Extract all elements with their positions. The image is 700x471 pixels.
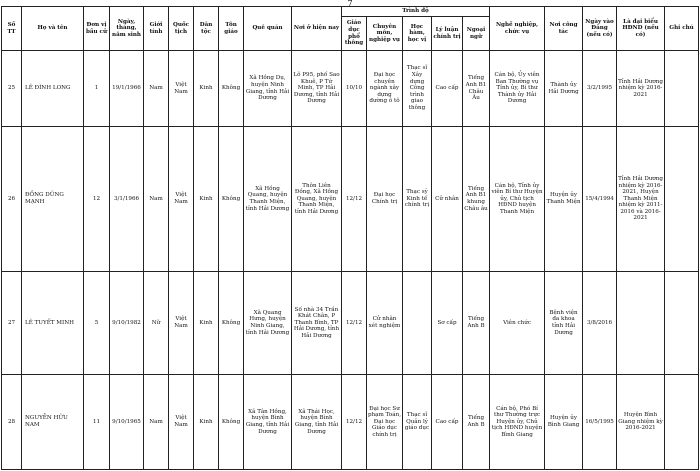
cell-dan-toc: Kinh [194,127,219,272]
cell-hoc-ham: Thạc sỹ Kinh tế chính trị [403,127,432,272]
cell-noi-o: Xã Thái Học, huyện Bình Giang, tỉnh Hải Dương [292,375,342,470]
cell-dai-bieu: Tỉnh Hải Dương nhiệm kỳ 2016-2021 [617,51,665,127]
cell-giao-duc: 12/12 [342,127,367,272]
header-noi-cong-tac: Nơi công tác [545,7,583,51]
cell-giao-duc: 10/10 [342,51,367,127]
cell-gioi-tinh: Nam [144,51,169,127]
cell-noi-o: Số nhà 34 Trần Khát Chân, P Thanh Bình, TP Hải Dương, tỉnh Hải Dương [292,272,342,375]
cell-so-tt: 27 [2,272,22,375]
cell-dai-bieu: Tỉnh Hải Dương nhiệm kỳ 2016-2021, Huyện Thanh Miện nhiệm kỳ 2011-2016 và 2016-2021 [617,127,665,272]
cell-que-quan: Xã Hồng Quang, huyện Thanh Miện, tỉnh Hải Dương [244,127,292,272]
header-nghe-nghiep: Nghề nghiệp, chức vụ [490,7,545,51]
cell-noi-cong-tac: Huyện ủy Thanh Miện [545,127,583,272]
cell-ly-luan: Cao cấp [432,375,463,470]
cell-noi-o: Thôn Liên Đồng, Xã Hồng Quang, huyện Thanh Miện, tỉnh Hải Dương [292,127,342,272]
cell-quoc-tich: Việt Nam [169,272,194,375]
cell-ngay-vao-dang: 3/2/1995 [583,51,617,127]
cell-ngay-vao-dang: 16/5/1995 [583,375,617,470]
table-row [2,375,699,470]
header-chuyen-mon: Chuyên môn, nghiệp vụ [367,17,403,51]
cell-ngay-sinh: 9/10/1982 [110,272,144,375]
cell-chuyen-mon: Đại học Chính trị [367,127,403,272]
header-gioi-tinh: Giới tính [144,7,169,51]
header-quoc-tich: Quốc tịch [169,7,194,51]
cell-chuyen-mon: Đại học Sư phạm Toán, Đại học Giáo dục chính trị [367,375,403,470]
cell-ghi-chu [665,272,699,375]
cell-ngay-sinh: 3/1/1966 [110,127,144,272]
cell-so-tt: 28 [2,375,22,470]
cell-ngay-vao-dang: 3/8/2016 [583,272,617,375]
header-ghi-chu: Ghi chú [665,7,699,51]
cell-ton-giao: Không [219,272,244,375]
header-trinh-do: Trình độ [342,7,490,17]
candidate-table [1,6,699,470]
header-ho-ten: Họ và tên [22,7,84,51]
cell-chuyen-mon: Đại học chuyên ngành xây dựng đường ô tô [367,51,403,127]
cell-dan-toc: Kinh [194,375,219,470]
cell-dai-bieu: Huyện Bình Giang nhiệm kỳ 2016-2021 [617,375,665,470]
cell-ngay-vao-dang: 15/4/1994 [583,127,617,272]
cell-so-tt: 26 [2,127,22,272]
cell-ngay-sinh: 9/10/1965 [110,375,144,470]
header-ton-giao: Tôn giáo [219,7,244,51]
header-hoc-ham: Học hàm, học vị [403,17,432,51]
header-ngay-vao-dang: Ngày vào Đảng (nếu có) [583,7,617,51]
table-row [2,51,699,127]
table-row [2,127,699,272]
cell-ly-luan: Cử nhân [432,127,463,272]
cell-don-vi: 5 [84,272,110,375]
cell-ngay-sinh: 19/1/1966 [110,51,144,127]
cell-que-quan: Xã Hồng Dụ, huyện Ninh Giang, tỉnh Hải Dương [244,51,292,127]
header-don-vi: Đơn vị bầu cử [84,7,110,51]
header-giao-duc: Giáo dục phổ thông [342,17,367,51]
cell-ngoai-ngu: Tiếng Anh B [463,272,490,375]
cell-que-quan: Xã Tân Hồng, huyện Bình Giang, tỉnh Hải Dương [244,375,292,470]
cell-so-tt: 25 [2,51,22,127]
header-que-quan: Quê quán [244,7,292,51]
cell-ghi-chu [665,127,699,272]
cell-ghi-chu [665,51,699,127]
cell-giao-duc: 12/12 [342,272,367,375]
header-ngay-sinh: Ngày, tháng, năm sinh [110,7,144,51]
cell-chuyen-mon: Cử nhân xét nghiệm [367,272,403,375]
cell-nghe-nghiep: Viên chức [490,272,545,375]
header-dai-bieu: Là đại biểu HĐND (nếu có) [617,7,665,51]
cell-ton-giao: Không [219,375,244,470]
cell-ton-giao: Không [219,127,244,272]
cell-don-vi: 12 [84,127,110,272]
cell-noi-cong-tac: Huyện ủy Bình Giang [545,375,583,470]
header-dan-toc: Dân tộc [194,7,219,51]
cell-ngoai-ngu: Tiếng Anh B [463,375,490,470]
cell-dai-bieu [617,272,665,375]
cell-nghe-nghiep: Cán bộ, Phó Bí thư Thường trực Huyện ủy, Chủ tịch HĐND huyện Bình Giang [490,375,545,470]
cell-dan-toc: Kinh [194,272,219,375]
cell-ho-ten: NGUYỄN HỮU NAM [22,375,84,470]
cell-ho-ten: ĐỒNG DŨNG MẠNH [22,127,84,272]
cell-gioi-tinh: Nam [144,375,169,470]
cell-giao-duc: 12/12 [342,375,367,470]
cell-hoc-ham [403,272,432,375]
cell-nghe-nghiep: Cán bộ, Tỉnh ủy viên Bí thư Huyện ủy, Chủ tịch HĐND huyện Thanh Miện [490,127,545,272]
cell-hoc-ham: Thạc sĩ Quản lý giáo dục [403,375,432,470]
table-header [2,7,699,51]
page-number: 7 [347,0,353,8]
cell-ly-luan: Cao cấp [432,51,463,127]
cell-hoc-ham: Thạc sĩ Xây dựng Công trình giao thông [403,51,432,127]
header-so-tt: Số TT [2,7,22,51]
cell-nghe-nghiep: Cán bộ, Ủy viên Ban Thường vụ Tỉnh ủy, Bí thư Thành ủy Hải Dương [490,51,545,127]
cell-quoc-tich: Việt Nam [169,127,194,272]
cell-que-quan: Xã Quang Hưng, huyện Ninh Giang, tỉnh Hải Dương [244,272,292,375]
cell-ghi-chu [665,375,699,470]
header-ly-luan: Lý luận chính trị [432,17,463,51]
header-ngoai-ngu: Ngoại ngữ [463,17,490,51]
cell-noi-cong-tac: Bệnh viện đa khoa tỉnh Hải Dương [545,272,583,375]
cell-dan-toc: Kinh [194,51,219,127]
cell-noi-o: Lô P95, phố Sao Khuê, P Tứ Minh, TP Hải Dương, tỉnh Hải Dương [292,51,342,127]
cell-ho-ten: LÊ ĐÌNH LONG [22,51,84,127]
cell-don-vi: 11 [84,375,110,470]
table-row [2,272,699,375]
cell-noi-cong-tac: Thành ủy Hải Dương [545,51,583,127]
cell-gioi-tinh: Nữ [144,272,169,375]
header-noi-o: Nơi ở hiện nay [292,7,342,51]
cell-don-vi: 1 [84,51,110,127]
cell-ho-ten: LÊ TUYẾT MINH [22,272,84,375]
cell-ly-luan: Sơ cấp [432,272,463,375]
cell-quoc-tich: Việt Nam [169,51,194,127]
cell-gioi-tinh: Nam [144,127,169,272]
cell-quoc-tich: Việt Nam [169,375,194,470]
cell-ngoai-ngu: Tiếng Anh B1 khung Châu âu [463,127,490,272]
cell-ngoai-ngu: Tiếng Anh B1 Châu Âu [463,51,490,127]
cell-ton-giao: Không [219,51,244,127]
